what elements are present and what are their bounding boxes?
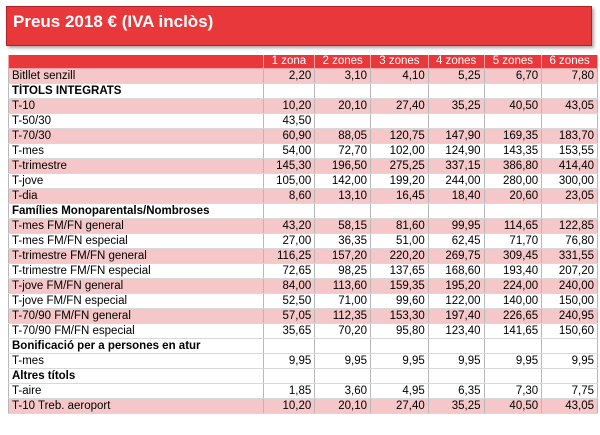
price-cell: 9,95 xyxy=(542,354,598,369)
price-cell: 72,65 xyxy=(263,264,315,279)
section-title: Bonificació per a persones en atur xyxy=(9,339,264,354)
price-cell: 23,05 xyxy=(542,189,598,204)
table-row xyxy=(9,69,598,84)
price-cell: 51,00 xyxy=(371,234,429,249)
price-cell xyxy=(371,369,429,384)
price-cell xyxy=(315,84,371,99)
price-cell: 20,10 xyxy=(315,399,371,414)
price-cell: 10,20 xyxy=(263,399,315,414)
table-row xyxy=(9,309,598,324)
price-cell: 337,15 xyxy=(428,159,484,174)
price-cell: 120,75 xyxy=(371,129,429,144)
price-cell: 244,00 xyxy=(428,174,484,189)
price-cell: 300,00 xyxy=(542,174,598,189)
price-cell: 27,40 xyxy=(371,399,429,414)
price-cell: 331,55 xyxy=(542,249,598,264)
section-header-row xyxy=(9,84,598,99)
section-title: TÍTOLS INTEGRATS xyxy=(9,84,264,99)
table-row xyxy=(9,234,598,249)
price-cell: 137,65 xyxy=(371,264,429,279)
table-row xyxy=(9,144,598,159)
price-cell: 72,70 xyxy=(315,144,371,159)
price-cell: 9,95 xyxy=(484,354,542,369)
price-cell: 60,90 xyxy=(263,129,315,144)
price-cell: 27,00 xyxy=(263,234,315,249)
price-cell: 81,60 xyxy=(371,219,429,234)
price-cell: 193,40 xyxy=(484,264,542,279)
price-cell xyxy=(428,204,484,219)
price-cell xyxy=(484,339,542,354)
price-cell xyxy=(428,84,484,99)
section-title: Altres títols xyxy=(9,369,264,384)
ticket-name: Bitllet senzill xyxy=(9,69,264,84)
ticket-name: T-jove FM/FN especial xyxy=(9,294,264,309)
price-cell: 105,00 xyxy=(263,174,315,189)
price-cell: 43,05 xyxy=(542,399,598,414)
price-cell xyxy=(263,369,315,384)
price-cell xyxy=(428,114,484,129)
price-cell: 153,55 xyxy=(542,144,598,159)
table-row xyxy=(9,384,598,399)
table-row xyxy=(9,114,598,129)
price-cell: 269,75 xyxy=(428,249,484,264)
ticket-name: T-trimestre xyxy=(9,159,264,174)
ticket-name: T-70/30 xyxy=(9,129,264,144)
price-cell: 169,35 xyxy=(484,129,542,144)
price-cell: 275,25 xyxy=(371,159,429,174)
price-cell: 114,65 xyxy=(484,219,542,234)
price-cell: 7,80 xyxy=(542,69,598,84)
price-cell: 140,00 xyxy=(484,294,542,309)
ticket-name: T-10 Treb. aeroport xyxy=(9,399,264,414)
price-cell: 71,00 xyxy=(315,294,371,309)
table-row xyxy=(9,189,598,204)
table-row xyxy=(9,294,598,309)
price-cell: 3,60 xyxy=(315,384,371,399)
price-cell: 386,80 xyxy=(484,159,542,174)
price-cell: 112,35 xyxy=(315,309,371,324)
table-row xyxy=(9,279,598,294)
price-cell xyxy=(542,204,598,219)
price-cell: 18,40 xyxy=(428,189,484,204)
price-cell xyxy=(484,84,542,99)
ticket-name: T-jove xyxy=(9,174,264,189)
price-cell: 40,50 xyxy=(484,99,542,114)
price-cell: 20,10 xyxy=(315,99,371,114)
title-banner xyxy=(6,6,592,46)
price-cell: 4,10 xyxy=(371,69,429,84)
price-cell: 9,95 xyxy=(315,354,371,369)
price-cell: 220,20 xyxy=(371,249,429,264)
price-cell: 76,80 xyxy=(542,234,598,249)
price-cell xyxy=(263,84,315,99)
price-cell: 124,90 xyxy=(428,144,484,159)
price-cell: 207,20 xyxy=(542,264,598,279)
price-cell: 157,20 xyxy=(315,249,371,264)
price-cell: 150,60 xyxy=(542,324,598,339)
price-cell: 35,25 xyxy=(428,399,484,414)
price-cell: 122,00 xyxy=(428,294,484,309)
table-row xyxy=(9,99,598,114)
price-cell: 113,60 xyxy=(315,279,371,294)
ticket-name: T-10 xyxy=(9,99,264,114)
price-cell: 1,85 xyxy=(263,384,315,399)
price-cell xyxy=(542,339,598,354)
table-row xyxy=(9,324,598,339)
price-cell: 153,30 xyxy=(371,309,429,324)
price-cell: 16,45 xyxy=(371,189,429,204)
column-header: 6 zones xyxy=(542,55,598,69)
price-cell: 95,80 xyxy=(371,324,429,339)
price-cell: 240,00 xyxy=(542,279,598,294)
price-cell: 84,00 xyxy=(263,279,315,294)
table-header-row xyxy=(9,55,598,69)
price-cell: 58,15 xyxy=(315,219,371,234)
price-cell: 5,25 xyxy=(428,69,484,84)
table-row xyxy=(9,264,598,279)
ticket-name: T-70/90 FM/FN general xyxy=(9,309,264,324)
price-cell xyxy=(371,84,429,99)
price-cell: 197,40 xyxy=(428,309,484,324)
ticket-name: T-mes xyxy=(9,354,264,369)
table-row xyxy=(9,219,598,234)
price-cell: 6,70 xyxy=(484,69,542,84)
price-cell: 280,00 xyxy=(484,174,542,189)
price-cell: 35,65 xyxy=(263,324,315,339)
price-cell: 226,65 xyxy=(484,309,542,324)
price-cell xyxy=(315,369,371,384)
price-cell: 57,05 xyxy=(263,309,315,324)
price-cell: 43,50 xyxy=(263,114,315,129)
price-cell xyxy=(371,114,429,129)
table-row xyxy=(9,249,598,264)
price-cell: 122,85 xyxy=(542,219,598,234)
price-cell: 54,00 xyxy=(263,144,315,159)
price-cell xyxy=(263,339,315,354)
price-cell: 7,75 xyxy=(542,384,598,399)
price-cell: 102,00 xyxy=(371,144,429,159)
price-cell: 70,20 xyxy=(315,324,371,339)
price-cell: 10,20 xyxy=(263,99,315,114)
price-table xyxy=(8,55,598,414)
column-header: 1 zona xyxy=(263,55,315,69)
price-cell: 52,50 xyxy=(263,294,315,309)
price-cell: 183,70 xyxy=(542,129,598,144)
price-cell: 40,50 xyxy=(484,399,542,414)
header-label-cell xyxy=(9,55,264,69)
price-cell xyxy=(542,84,598,99)
price-cell xyxy=(263,204,315,219)
page-title: Preus 2018 € (IVA inclòs) xyxy=(13,12,214,31)
price-cell: 2,20 xyxy=(263,69,315,84)
price-cell: 71,70 xyxy=(484,234,542,249)
price-cell: 195,20 xyxy=(428,279,484,294)
ticket-name: T-mes xyxy=(9,144,264,159)
price-cell: 116,25 xyxy=(263,249,315,264)
ticket-name: T-50/30 xyxy=(9,114,264,129)
price-cell: 141,65 xyxy=(484,324,542,339)
price-cell xyxy=(484,114,542,129)
price-cell: 98,25 xyxy=(315,264,371,279)
price-cell: 147,90 xyxy=(428,129,484,144)
price-cell: 414,40 xyxy=(542,159,598,174)
price-cell: 196,50 xyxy=(315,159,371,174)
price-cell: 62,45 xyxy=(428,234,484,249)
price-cell: 20,60 xyxy=(484,189,542,204)
ticket-name: T-trimestre FM/FN general xyxy=(9,249,264,264)
price-cell: 43,05 xyxy=(542,99,598,114)
price-cell: 3,10 xyxy=(315,69,371,84)
ticket-name: T-jove FM/FN general xyxy=(9,279,264,294)
table-row xyxy=(9,159,598,174)
table-row xyxy=(9,129,598,144)
price-cell: 224,00 xyxy=(484,279,542,294)
section-header-row xyxy=(9,339,598,354)
price-cell: 168,60 xyxy=(428,264,484,279)
table-row xyxy=(9,399,598,414)
price-cell: 240,95 xyxy=(542,309,598,324)
price-cell xyxy=(428,339,484,354)
price-cell: 7,30 xyxy=(484,384,542,399)
price-cell: 9,95 xyxy=(371,354,429,369)
price-cell: 142,00 xyxy=(315,174,371,189)
price-cell xyxy=(371,204,429,219)
ticket-name: T-mes FM/FN general xyxy=(9,219,264,234)
section-header-row xyxy=(9,369,598,384)
ticket-name: T-aire xyxy=(9,384,264,399)
column-header: 4 zones xyxy=(428,55,484,69)
price-cell xyxy=(371,339,429,354)
table-row xyxy=(9,174,598,189)
section-header-row xyxy=(9,204,598,219)
price-cell xyxy=(484,369,542,384)
price-cell: 6,35 xyxy=(428,384,484,399)
column-header: 5 zones xyxy=(484,55,542,69)
price-cell xyxy=(315,114,371,129)
price-cell: 99,95 xyxy=(428,219,484,234)
price-cell: 143,35 xyxy=(484,144,542,159)
price-cell xyxy=(315,339,371,354)
table-row xyxy=(9,354,598,369)
ticket-name: T-trimestre FM/FN especial xyxy=(9,264,264,279)
price-cell xyxy=(484,204,542,219)
price-cell: 150,00 xyxy=(542,294,598,309)
price-cell: 9,95 xyxy=(428,354,484,369)
price-cell xyxy=(542,369,598,384)
price-cell: 43,20 xyxy=(263,219,315,234)
price-cell: 88,05 xyxy=(315,129,371,144)
price-cell xyxy=(315,204,371,219)
column-header: 2 zones xyxy=(315,55,371,69)
section-title: Famílies Monoparentals/Nombroses xyxy=(9,204,264,219)
price-cell: 9,95 xyxy=(263,354,315,369)
price-cell: 159,35 xyxy=(371,279,429,294)
price-cell: 13,10 xyxy=(315,189,371,204)
price-cell: 99,60 xyxy=(371,294,429,309)
price-cell: 199,20 xyxy=(371,174,429,189)
price-cell: 145,30 xyxy=(263,159,315,174)
ticket-name: T-dia xyxy=(9,189,264,204)
ticket-name: T-mes FM/FN especial xyxy=(9,234,264,249)
price-cell: 309,45 xyxy=(484,249,542,264)
price-cell xyxy=(428,369,484,384)
price-cell: 8,60 xyxy=(263,189,315,204)
column-header: 3 zones xyxy=(371,55,429,69)
price-cell: 27,40 xyxy=(371,99,429,114)
price-cell: 4,95 xyxy=(371,384,429,399)
ticket-name: T-70/90 FM/FN especial xyxy=(9,324,264,339)
price-cell: 35,25 xyxy=(428,99,484,114)
price-cell: 36,35 xyxy=(315,234,371,249)
price-cell: 123,40 xyxy=(428,324,484,339)
price-cell xyxy=(542,114,598,129)
